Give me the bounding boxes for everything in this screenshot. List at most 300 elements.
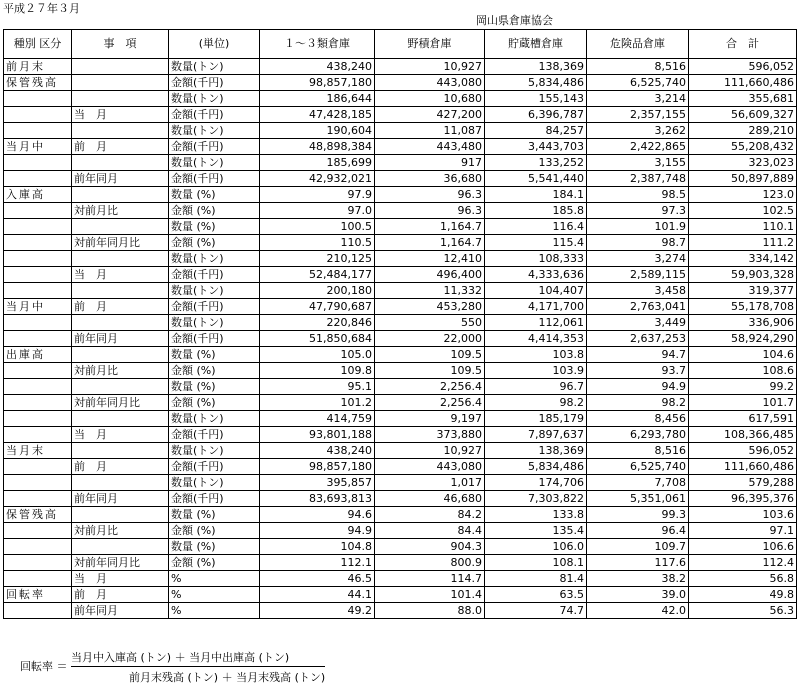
- table-row: [4, 267, 797, 283]
- item-label: [72, 187, 169, 203]
- value-cell: 443,080: [375, 459, 485, 475]
- value-cell: 111.2: [689, 235, 797, 251]
- table-row: [4, 555, 797, 571]
- item-label: 対前月比: [72, 523, 169, 539]
- value-cell: 496,400: [375, 267, 485, 283]
- unit-label: 数量(トン): [169, 475, 260, 491]
- unit-label: 金額(千円): [169, 75, 260, 91]
- unit-label: 数量 (%): [169, 347, 260, 363]
- value-cell: 186,644: [260, 91, 375, 107]
- section-label: [4, 411, 72, 427]
- table-row: [4, 523, 797, 539]
- item-label: [72, 315, 169, 331]
- value-cell: 135.4: [485, 523, 587, 539]
- section-label: 当月末: [4, 443, 72, 459]
- table-row: [4, 587, 797, 603]
- value-cell: 4,171,700: [485, 299, 587, 315]
- value-cell: 55,208,432: [689, 139, 797, 155]
- value-cell: 8,516: [587, 443, 689, 459]
- value-cell: 97.0: [260, 203, 375, 219]
- value-cell: 105.0: [260, 347, 375, 363]
- value-cell: 1,017: [375, 475, 485, 491]
- value-cell: 103.9: [485, 363, 587, 379]
- value-cell: 51,850,684: [260, 331, 375, 347]
- value-cell: 81.4: [485, 571, 587, 587]
- table-row: [4, 395, 797, 411]
- table-body: [4, 59, 797, 619]
- value-cell: 74.7: [485, 603, 587, 619]
- value-cell: 99.3: [587, 507, 689, 523]
- value-cell: 11,087: [375, 123, 485, 139]
- value-cell: 10,680: [375, 91, 485, 107]
- value-cell: 109.5: [375, 363, 485, 379]
- value-cell: 104.8: [260, 539, 375, 555]
- value-cell: 138,369: [485, 443, 587, 459]
- item-label: [72, 411, 169, 427]
- table-row: [4, 139, 797, 155]
- section-label: [4, 107, 72, 123]
- value-cell: 5,351,061: [587, 491, 689, 507]
- item-label: 対前年同月比: [72, 235, 169, 251]
- value-cell: 112,061: [485, 315, 587, 331]
- table-row: [4, 459, 797, 475]
- section-label: [4, 459, 72, 475]
- value-cell: 98.7: [587, 235, 689, 251]
- unit-label: 数量(トン): [169, 443, 260, 459]
- value-cell: 12,410: [375, 251, 485, 267]
- unit-label: 金額(千円): [169, 299, 260, 315]
- value-cell: 55,178,708: [689, 299, 797, 315]
- section-label: 当月中: [4, 139, 72, 155]
- unit-label: 金額(千円): [169, 459, 260, 475]
- value-cell: 94.7: [587, 347, 689, 363]
- value-cell: 59,903,328: [689, 267, 797, 283]
- item-label: [72, 155, 169, 171]
- value-cell: 10,927: [375, 59, 485, 75]
- section-label: [4, 475, 72, 491]
- value-cell: 106.6: [689, 539, 797, 555]
- col-header: 貯蔵槽倉庫: [485, 30, 587, 59]
- value-cell: 63.5: [485, 587, 587, 603]
- value-cell: 44.1: [260, 587, 375, 603]
- unit-label: 数量(トン): [169, 251, 260, 267]
- unit-label: 金額 (%): [169, 363, 260, 379]
- value-cell: 108,333: [485, 251, 587, 267]
- table-row: [4, 299, 797, 315]
- item-label: 当 月: [72, 267, 169, 283]
- value-cell: 395,857: [260, 475, 375, 491]
- col-header: 事 項: [72, 30, 169, 59]
- section-label: 出庫高: [4, 347, 72, 363]
- unit-label: 数量 (%): [169, 219, 260, 235]
- value-cell: 104.6: [689, 347, 797, 363]
- value-cell: 97.9: [260, 187, 375, 203]
- item-label: 対前月比: [72, 363, 169, 379]
- value-cell: 98,857,180: [260, 75, 375, 91]
- value-cell: 155,143: [485, 91, 587, 107]
- formula-label: 回転率 ＝: [20, 660, 68, 673]
- value-cell: 373,880: [375, 427, 485, 443]
- item-label: [72, 59, 169, 75]
- value-cell: 6,293,780: [587, 427, 689, 443]
- item-label: [72, 219, 169, 235]
- unit-label: 数量(トン): [169, 283, 260, 299]
- value-cell: 453,280: [375, 299, 485, 315]
- value-cell: 94.9: [260, 523, 375, 539]
- unit-label: 数量(トン): [169, 123, 260, 139]
- table-row: [4, 91, 797, 107]
- value-cell: 427,200: [375, 107, 485, 123]
- value-cell: 109.5: [375, 347, 485, 363]
- value-cell: 210,125: [260, 251, 375, 267]
- value-cell: 97.1: [689, 523, 797, 539]
- value-cell: 917: [375, 155, 485, 171]
- unit-label: 数量(トン): [169, 91, 260, 107]
- value-cell: 2,387,748: [587, 171, 689, 187]
- unit-label: %: [169, 571, 260, 587]
- value-cell: 5,541,440: [485, 171, 587, 187]
- value-cell: 319,377: [689, 283, 797, 299]
- value-cell: 38.2: [587, 571, 689, 587]
- table-row: [4, 331, 797, 347]
- unit-label: 数量(トン): [169, 315, 260, 331]
- table-row: [4, 107, 797, 123]
- value-cell: 334,142: [689, 251, 797, 267]
- value-cell: 84.4: [375, 523, 485, 539]
- value-cell: 56.8: [689, 571, 797, 587]
- section-label: [4, 219, 72, 235]
- value-cell: 116.4: [485, 219, 587, 235]
- item-label: [72, 507, 169, 523]
- item-label: [72, 539, 169, 555]
- value-cell: 96.3: [375, 203, 485, 219]
- value-cell: 110.1: [689, 219, 797, 235]
- table-row: [4, 251, 797, 267]
- value-cell: 103.6: [689, 507, 797, 523]
- item-label: [72, 91, 169, 107]
- value-cell: 108.6: [689, 363, 797, 379]
- value-cell: 323,023: [689, 155, 797, 171]
- item-label: [72, 379, 169, 395]
- section-label: [4, 91, 72, 107]
- item-label: [72, 347, 169, 363]
- value-cell: 100.5: [260, 219, 375, 235]
- value-cell: 2,357,155: [587, 107, 689, 123]
- value-cell: 5,834,486: [485, 75, 587, 91]
- table-row: [4, 571, 797, 587]
- value-cell: 83,693,813: [260, 491, 375, 507]
- value-cell: 11,332: [375, 283, 485, 299]
- value-cell: 10,927: [375, 443, 485, 459]
- section-label: [4, 155, 72, 171]
- section-label: 前月末: [4, 59, 72, 75]
- col-header: 危険品倉庫: [587, 30, 689, 59]
- value-cell: 96.4: [587, 523, 689, 539]
- header-row: [4, 30, 797, 59]
- unit-label: 金額(千円): [169, 267, 260, 283]
- table-row: [4, 283, 797, 299]
- item-label: 対前月比: [72, 203, 169, 219]
- unit-label: 金額(千円): [169, 171, 260, 187]
- item-label: 前 月: [72, 459, 169, 475]
- value-cell: 185.8: [485, 203, 587, 219]
- table-row: [4, 539, 797, 555]
- value-cell: 46,680: [375, 491, 485, 507]
- value-cell: 101.9: [587, 219, 689, 235]
- section-label: [4, 315, 72, 331]
- section-label: 保管残高: [4, 75, 72, 91]
- value-cell: 5,834,486: [485, 459, 587, 475]
- table-row: [4, 203, 797, 219]
- value-cell: 3,449: [587, 315, 689, 331]
- table-row: [4, 347, 797, 363]
- section-label: [4, 427, 72, 443]
- value-cell: 39.0: [587, 587, 689, 603]
- value-cell: 3,155: [587, 155, 689, 171]
- value-cell: 904.3: [375, 539, 485, 555]
- item-label: [72, 75, 169, 91]
- value-cell: 93,801,188: [260, 427, 375, 443]
- item-label: 前 月: [72, 587, 169, 603]
- item-label: [72, 251, 169, 267]
- unit-label: 金額(千円): [169, 427, 260, 443]
- col-header: 野積倉庫: [375, 30, 485, 59]
- section-label: [4, 251, 72, 267]
- value-cell: 99.2: [689, 379, 797, 395]
- value-cell: 2,256.4: [375, 379, 485, 395]
- item-label: 当 月: [72, 571, 169, 587]
- value-cell: 138,369: [485, 59, 587, 75]
- unit-label: 数量 (%): [169, 187, 260, 203]
- section-label: [4, 267, 72, 283]
- formula-fraction: [71, 649, 325, 685]
- value-cell: 42,932,021: [260, 171, 375, 187]
- section-label: 入庫高: [4, 187, 72, 203]
- value-cell: 9,197: [375, 411, 485, 427]
- value-cell: 48,898,384: [260, 139, 375, 155]
- item-label: 前年同月: [72, 171, 169, 187]
- table-row: [4, 427, 797, 443]
- table-row: [4, 75, 797, 91]
- value-cell: 3,458: [587, 283, 689, 299]
- value-cell: 88.0: [375, 603, 485, 619]
- item-label: [72, 123, 169, 139]
- value-cell: 110.5: [260, 235, 375, 251]
- value-cell: 443,480: [375, 139, 485, 155]
- unit-label: 数量(トン): [169, 59, 260, 75]
- value-cell: 3,274: [587, 251, 689, 267]
- value-cell: 109.7: [587, 539, 689, 555]
- value-cell: 3,214: [587, 91, 689, 107]
- section-label: [4, 331, 72, 347]
- value-cell: 123.0: [689, 187, 797, 203]
- value-cell: 7,708: [587, 475, 689, 491]
- value-cell: 617,591: [689, 411, 797, 427]
- section-label: 保管残高: [4, 507, 72, 523]
- value-cell: 101.2: [260, 395, 375, 411]
- value-cell: 56.3: [689, 603, 797, 619]
- value-cell: 94.9: [587, 379, 689, 395]
- table-row: [4, 363, 797, 379]
- value-cell: 46.5: [260, 571, 375, 587]
- value-cell: 101.4: [375, 587, 485, 603]
- item-label: 対前年同月比: [72, 555, 169, 571]
- value-cell: 596,052: [689, 443, 797, 459]
- unit-label: 数量 (%): [169, 539, 260, 555]
- value-cell: 36,680: [375, 171, 485, 187]
- value-cell: 84.2: [375, 507, 485, 523]
- value-cell: 96.7: [485, 379, 587, 395]
- section-label: [4, 283, 72, 299]
- section-label: [4, 203, 72, 219]
- value-cell: 108.1: [485, 555, 587, 571]
- value-cell: 22,000: [375, 331, 485, 347]
- value-cell: 96,395,376: [689, 491, 797, 507]
- item-label: 前 月: [72, 299, 169, 315]
- item-label: 対前年同月比: [72, 395, 169, 411]
- value-cell: 56,609,327: [689, 107, 797, 123]
- table-row: [4, 475, 797, 491]
- value-cell: 190,604: [260, 123, 375, 139]
- table-row: [4, 155, 797, 171]
- table-row: [4, 187, 797, 203]
- item-label: 当 月: [72, 107, 169, 123]
- value-cell: 7,897,637: [485, 427, 587, 443]
- warehouse-statistics-table: [3, 29, 797, 619]
- value-cell: 49.8: [689, 587, 797, 603]
- unit-label: 金額 (%): [169, 235, 260, 251]
- value-cell: 7,303,822: [485, 491, 587, 507]
- unit-label: 金額 (%): [169, 395, 260, 411]
- value-cell: 185,699: [260, 155, 375, 171]
- item-label: [72, 443, 169, 459]
- value-cell: 4,414,353: [485, 331, 587, 347]
- value-cell: 596,052: [689, 59, 797, 75]
- unit-label: 数量(トン): [169, 411, 260, 427]
- value-cell: 98.2: [587, 395, 689, 411]
- value-cell: 84,257: [485, 123, 587, 139]
- unit-label: 金額(千円): [169, 331, 260, 347]
- value-cell: 1,164.7: [375, 235, 485, 251]
- table-row: [4, 379, 797, 395]
- item-label: [72, 475, 169, 491]
- value-cell: 2,637,253: [587, 331, 689, 347]
- value-cell: 115.4: [485, 235, 587, 251]
- section-label: [4, 123, 72, 139]
- table-row: [4, 171, 797, 187]
- section-label: [4, 491, 72, 507]
- table-row: [4, 123, 797, 139]
- value-cell: 58,924,290: [689, 331, 797, 347]
- unit-label: 金額 (%): [169, 523, 260, 539]
- section-label: [4, 555, 72, 571]
- value-cell: 111,660,486: [689, 75, 797, 91]
- value-cell: 95.1: [260, 379, 375, 395]
- section-label: [4, 363, 72, 379]
- value-cell: 443,080: [375, 75, 485, 91]
- value-cell: 117.6: [587, 555, 689, 571]
- value-cell: 106.0: [485, 539, 587, 555]
- section-label: [4, 603, 72, 619]
- value-cell: 101.7: [689, 395, 797, 411]
- value-cell: 98.5: [587, 187, 689, 203]
- table-row: [4, 491, 797, 507]
- table-row: [4, 235, 797, 251]
- value-cell: 8,516: [587, 59, 689, 75]
- value-cell: 174,706: [485, 475, 587, 491]
- unit-label: 数量(トン): [169, 155, 260, 171]
- value-cell: 112.1: [260, 555, 375, 571]
- value-cell: 6,396,787: [485, 107, 587, 123]
- col-header: 種別 区分: [4, 30, 72, 59]
- formula-numerator: 当月中入庫高 (トン) ＋ 当月中出庫高 (トン): [71, 649, 325, 667]
- value-cell: 102.5: [689, 203, 797, 219]
- value-cell: 2,763,041: [587, 299, 689, 315]
- value-cell: 98.2: [485, 395, 587, 411]
- value-cell: 49.2: [260, 603, 375, 619]
- value-cell: 98,857,180: [260, 459, 375, 475]
- value-cell: 97.3: [587, 203, 689, 219]
- value-cell: 104,407: [485, 283, 587, 299]
- value-cell: 8,456: [587, 411, 689, 427]
- table-row: [4, 315, 797, 331]
- value-cell: 2,422,865: [587, 139, 689, 155]
- value-cell: 94.6: [260, 507, 375, 523]
- item-label: 当 月: [72, 427, 169, 443]
- value-cell: 3,262: [587, 123, 689, 139]
- value-cell: 103.8: [485, 347, 587, 363]
- value-cell: 96.3: [375, 187, 485, 203]
- section-label: 回転率: [4, 587, 72, 603]
- section-label: [4, 523, 72, 539]
- section-label: [4, 235, 72, 251]
- value-cell: 52,484,177: [260, 267, 375, 283]
- table-row: [4, 443, 797, 459]
- item-label: 前 月: [72, 139, 169, 155]
- col-header: 合 計: [689, 30, 797, 59]
- value-cell: 355,681: [689, 91, 797, 107]
- value-cell: 47,428,185: [260, 107, 375, 123]
- value-cell: 42.0: [587, 603, 689, 619]
- value-cell: 6,525,740: [587, 459, 689, 475]
- value-cell: 185,179: [485, 411, 587, 427]
- col-header: (単位): [169, 30, 260, 59]
- value-cell: 220,846: [260, 315, 375, 331]
- item-label: 前年同月: [72, 491, 169, 507]
- unit-label: %: [169, 603, 260, 619]
- unit-label: 金額(千円): [169, 491, 260, 507]
- value-cell: 289,210: [689, 123, 797, 139]
- section-label: [4, 395, 72, 411]
- value-cell: 336,906: [689, 315, 797, 331]
- section-label: [4, 571, 72, 587]
- value-cell: 414,759: [260, 411, 375, 427]
- value-cell: 200,180: [260, 283, 375, 299]
- item-label: 前年同月: [72, 603, 169, 619]
- unit-label: 数量 (%): [169, 507, 260, 523]
- unit-label: %: [169, 587, 260, 603]
- table-row: [4, 411, 797, 427]
- value-cell: 133,252: [485, 155, 587, 171]
- value-cell: 1,164.7: [375, 219, 485, 235]
- formula-denominator: 前月末残高 (トン) ＋ 当月末残高 (トン): [129, 671, 326, 684]
- item-label: [72, 283, 169, 299]
- value-cell: 438,240: [260, 59, 375, 75]
- section-label: [4, 171, 72, 187]
- value-cell: 50,897,889: [689, 171, 797, 187]
- value-cell: 3,443,703: [485, 139, 587, 155]
- unit-label: 金額(千円): [169, 139, 260, 155]
